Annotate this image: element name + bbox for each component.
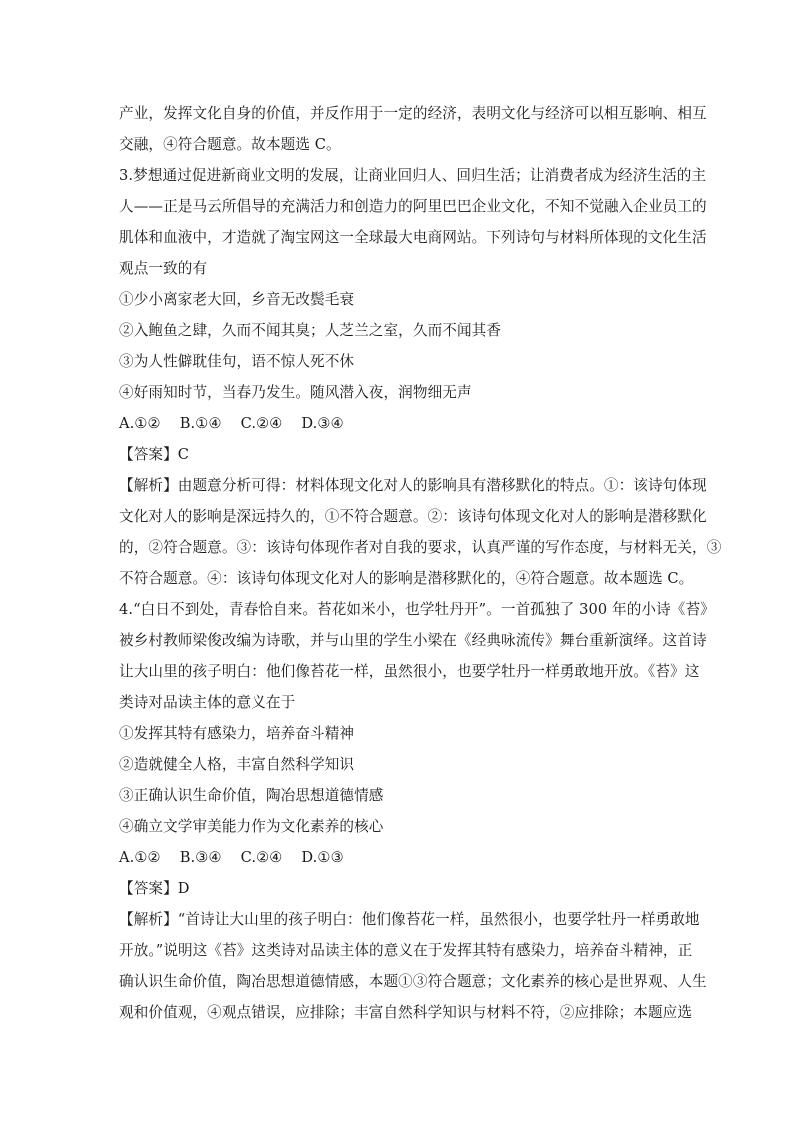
option-3: ③为人性僻耽佳句，语不惊人死不休 — [119, 353, 355, 370]
analysis-text: 不符合题意。④：该诗句体现文化对人的影响是潜移默化的，④符合题意。故本题选 C。 — [119, 570, 694, 587]
question-4-text: 让大山里的孩子明白：他们像苔花一样，虽然很小，也要学牡丹一样勇敢地开放。《苔》这 — [119, 663, 700, 680]
analysis-text: 观和价值观，④观点错误，应排除；丰富自然科学知识与材料不符，②应排除；本题应选 — [119, 1004, 693, 1021]
text-line: 交融，④符合题意。故本题选 C。 — [119, 136, 341, 153]
document-page — [119, 98, 722, 1028]
analysis-text: 的，②符合题意。③：该诗句体现作者对自我的要求，认真严谨的写作态度，与材料无关，③ — [119, 539, 722, 556]
analysis-text: 【解析】“首诗让大山里的孩子明白：他们像苔花一样，虽然很小，也要学牡丹一样勇敢地 — [119, 911, 700, 928]
question-4-text: 类诗对品读主体的意义在于 — [119, 694, 296, 711]
question-3-text: 3.梦想通过促进新商业文明的发展，让商业回归人、回归生活；让消费者成为经济生活的主 — [119, 167, 707, 184]
option-2: ②入鲍鱼之肆，久而不闻其臭；人芝兰之室，久而不闻其香 — [119, 322, 502, 339]
option-1: ①少小离家老大回，乡音无改鬓毛衰 — [119, 291, 355, 308]
option-4: ④好雨知时节，当春乃发生。随风潜入夜，润物细无声 — [119, 384, 472, 401]
analysis-text: 确认识生命价值，陶冶思想道德情感，本题①③符合题意；文化素养的核心是世界观、人生 — [119, 973, 707, 990]
option-4: ④确立文学审美能力作为文化素养的核心 — [119, 818, 384, 835]
option-2: ②造就健全人格，丰富自然科学知识 — [119, 756, 355, 773]
option-1: ①发挥其特有感染力，培养奋斗精神 — [119, 725, 355, 742]
analysis-text: 文化对人的影响是深远持久的，①不符合题意。②：该诗句体现文化对人的影响是潜移默化 — [119, 508, 707, 525]
analysis-text: 【解析】由题意分析可得：材料体现文化对人的影响具有潜移默化的特点。①：该诗句体现 — [119, 477, 707, 494]
answer-choices: A.①② B.③④ C.②④ D.①③ — [119, 849, 344, 866]
answer-choices: A.①② B.①④ C.②④ D.③④ — [119, 415, 344, 432]
analysis-text: 开放。”说明这《苔》这类诗对品读主体的意义在于发挥其特有感染力，培养奋斗精神，正 — [119, 942, 693, 959]
question-4-text: 被乡村教师梁俊改编为诗歌，并与山里的学生小梁在《经典咏流传》舞台重新演绎。这首诗 — [119, 632, 707, 649]
question-4-text: 4.“白日不到处，青春恰自来。苔花如米小，也学牡丹开”。一首孤独了 300 年的小诗《苔》 — [119, 601, 715, 618]
answer-label: 【答案】C — [119, 446, 190, 463]
answer-label: 【答案】D — [119, 880, 190, 897]
text-line: 产业，发挥文化自身的价值，并反作用于一定的经济，表明文化与经济可以相互影响、相互 — [119, 105, 707, 122]
question-3-text: 观点一致的有 — [119, 260, 208, 277]
option-3: ③正确认识生命价值，陶冶思想道德情感 — [119, 787, 384, 804]
question-3-text: 人——正是马云所倡导的充满活力和创造力的阿里巴巴企业文化，不知不觉融入企业员工的 — [119, 198, 707, 215]
question-3-text: 肌体和血液中，才造就了淘宝网这一全球最大电商网站。下列诗句与材料所体现的文化生活 — [119, 229, 707, 246]
